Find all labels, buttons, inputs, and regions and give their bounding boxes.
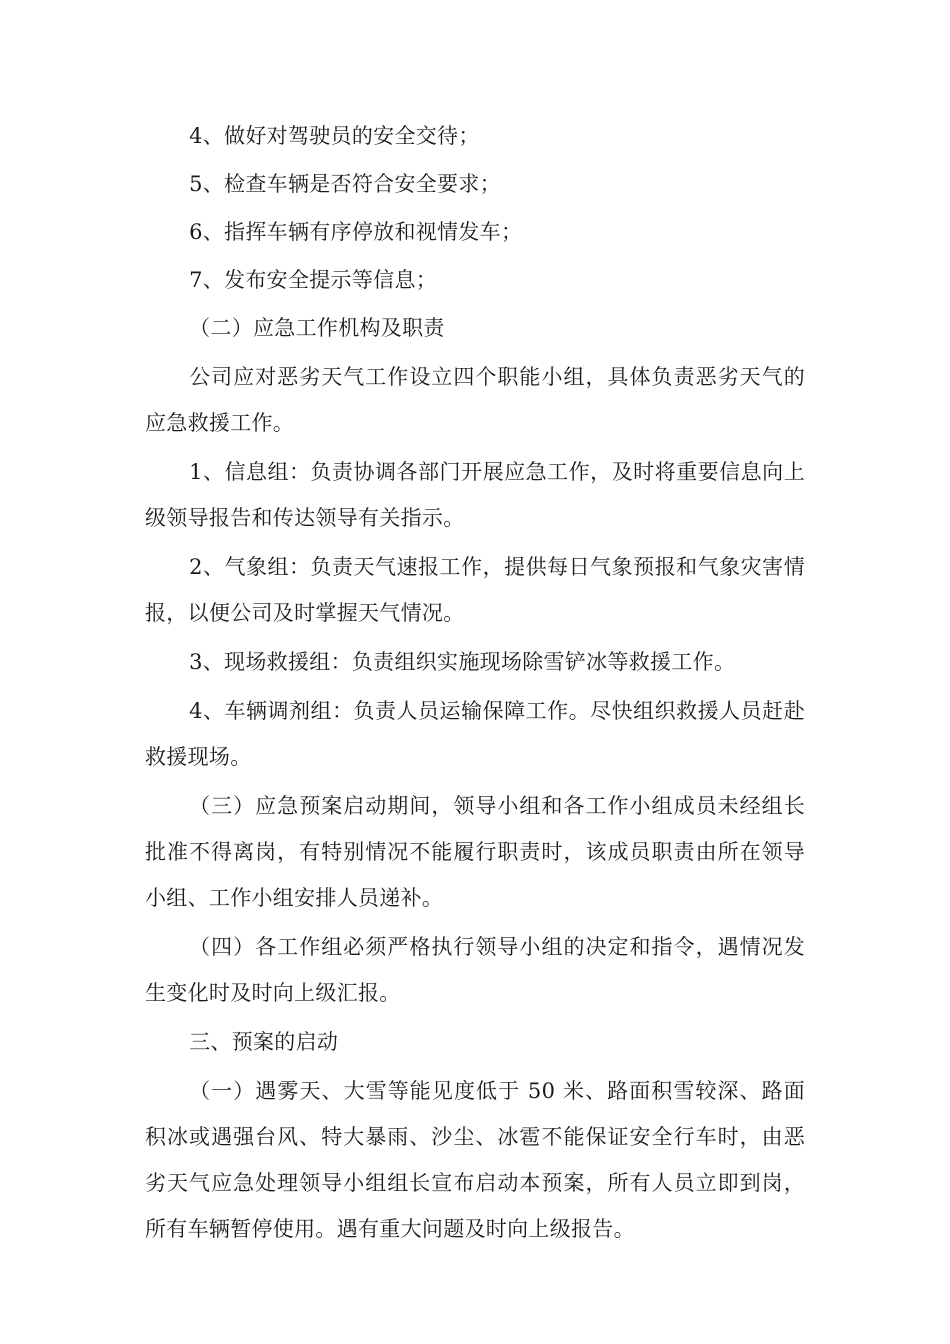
list-item-weather-group: 2、气象组：负责天气速报工作，提供每日气象预报和气象灾害情报，以便公司及时掌握天气情况。 <box>145 555 805 625</box>
paragraph-functional-groups: 公司应对恶劣天气工作设立四个职能小组，具体负责恶劣天气的应急救援工作。 <box>145 365 805 435</box>
list-item-rescue-group: 3、现场救援组：负责组织实施现场除雪铲冰等救援工作。 <box>189 650 736 674</box>
paragraph-activation-conditions: （一）遇雾天、大雪等能见度低于 50 米、路面积雪较深、路面积冰或遇强台风、特大暴雨、沙尘、冰雹不能保证安全行车时，由恶劣天气应急处理领导小组组长宣布启动本预案，所有人员立即到岗，所有车辆暂停使用。遇有重大问题及时向上级报告。 <box>145 1079 805 1241</box>
paragraph-activation-period: （三）应急预案启动期间，领导小组和各工作小组成员未经组长批准不得离岗，有特别情况不能履行职责时，该成员职责由所在领导小组、工作小组安排人员递补。 <box>145 794 805 910</box>
list-item-7-safety-notice: 7、发布安全提示等信息； <box>189 268 438 292</box>
list-item-4-driver-briefing: 4、做好对驾驶员的安全交待； <box>189 124 480 148</box>
section-heading-emergency-organization: （二）应急工作机构及职责 <box>189 316 445 340</box>
list-item-vehicle-group: 4、车辆调剂组：负责人员运输保障工作。尽快组织救援人员赶赴救援现场。 <box>145 699 805 769</box>
list-item-information-group: 1、信息组：负责协调各部门开展应急工作，及时将重要信息向上级领导报告和传达领导有关指示。 <box>145 460 805 530</box>
section-heading-plan-activation: 三、预案的启动 <box>189 1030 339 1054</box>
document-body <box>145 113 805 1252</box>
list-item-6-vehicle-dispatch: 6、指挥车辆有序停放和视情发车； <box>189 220 523 244</box>
paragraph-work-groups-reporting: （四）各工作组必须严格执行领导小组的决定和指令，遇情况发生变化时及时向上级汇报。 <box>145 935 805 1005</box>
list-item-5-vehicle-check: 5、检查车辆是否符合安全要求； <box>189 172 501 196</box>
